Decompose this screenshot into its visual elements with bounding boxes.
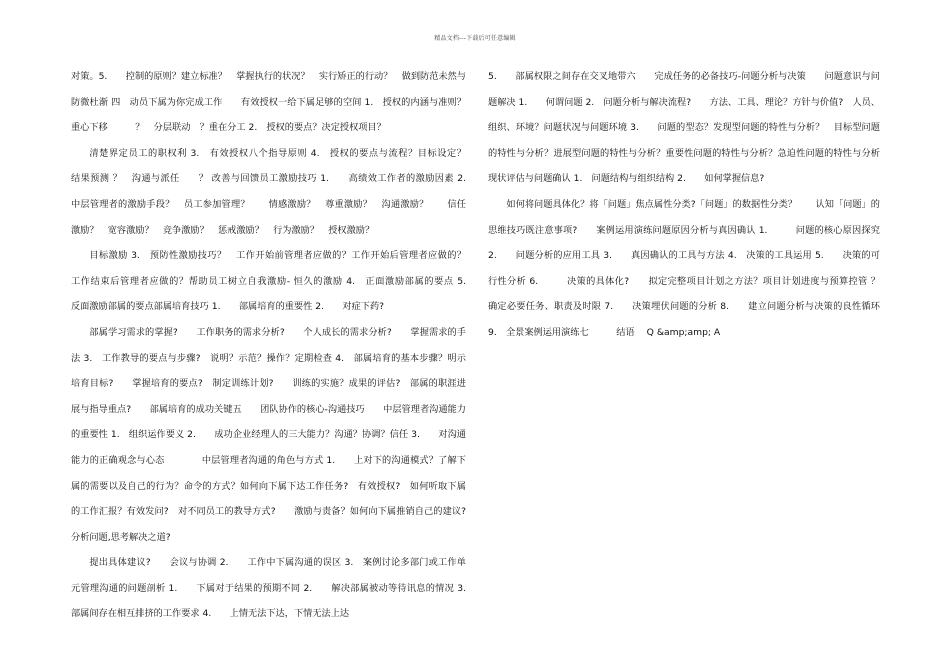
left-paragraph-1: 对策。5. 控制的原则？建立标准？ 掌握执行的状况？ 实行矫正的行动？ 做到防范未然与防微杜渐 四 动员下属为你完成工作 有效授权一给下属足够的空间 1. 授权的内涵与准则？ 重心下移 ？ 分层联动 ？重在分工 2. 授权的要点？决定授权项目？	[71, 71, 476, 134]
right-column	[488, 64, 890, 346]
left-paragraph-2: 清楚界定员工的职权利 3. 有效授权八个指导原则 4. 授权的要点与流程？目标设定？ 结果预测 ？ 沟通与派任 ？ 改善与回馈员工激励技巧 1. 高绩效工作者的激励因素 2. 中层管理者的激励手段？ 员工参加管理？ 情感激励？ 尊重激励？ 沟通激励？ 信任激励？ 宽容激励？ 竞争激励？ 惩戒激励？ 行为激励？ 授权激励？	[71, 147, 485, 236]
right-paragraph-1: 5. 部属权限之间存在交叉地带六 完成任务的必备技巧-问题分析与决策 问题意识与问题解决 1. 何谓问题 2. 问题分析与解决流程? 方法、工具、理论？方针与价值? 人员、组织、环境？问题状况与问题环境 3. 问题的型态？发现型问题的特性与分析？ 目标型问题的特性与分析？进展型问题的特性与分析？重要性问题的特性与分析？急迫性问题的特性与分析现状评估与问题确认 1. 问题结构与组织结构 2. 如何掌握信息?	[488, 71, 880, 185]
right-paragraph-2: 如何将问题具体化？将「问题」焦点属性分类?「问题」的数据性分类？ 认知「问题」的思维技巧既注意事项? 案例运用演练问题原因分析与真因确认 1. 问题的核心原因探究 2. 问题分析的应用工具 3. 真因确认的工具与方法 4. 决策的工具运用 5. 决策的可行性分析 6. 决策的具体化? 拟定完整项目计划之方法？项目计划进度与预算控管 ？ 确定必要任务、职责及时限 7. 决策埋伏问题的分析 8. 建立问题分析与决策的良性循环 9. 全景案例运用演练七 结语 Q &amp;amp; A	[488, 198, 890, 338]
page-header: 精品文档---下载后可任意编辑	[434, 35, 516, 42]
left-paragraph-4: 部属学习需求的掌握? 工作职务的需求分析? 个人成长的需求分析? 掌握需求的手法 3. 工作教导的要点与步骤? 说明？示范？操作？定期检查 4. 部属培育的基本步骤？明示培育目标? 掌握培育的要点? 制定训练计划? 训练的实施？成果的评估? 部属的职涯进展与指导重点? 部属培育的成功关键五 团队协作的核心-沟通技巧 中层管理者沟通能力的重要性 1. 组织运作要义 2. 成功企业经理人的三大能力？沟通？协调？信任 3. 对沟通能力的正确观念与心态 中层管理者沟通的角色与方式 1. 上对下的沟通模式？了解下属的需要以及自己的行为？命令的方式？如何向下属下达工作任务? 有效授权? 如何听取下属的工作汇报？有效发问? 对不同员工的教导方式? 激励与责备？如何向下属推销自己的建议? 分析问题,思考解决之道?	[71, 326, 485, 543]
left-paragraph-5: 提出具体建议? 会议与协调 2. 工作中下属沟通的误区 3. 案例讨论多部门或工作单元管理沟通的问题剖析 1. 下属对于结果的预期不同 2. 解决部属被动等待讯息的情况 3. 部属间存在相互排挤的工作要求 4. 上情无法下达，下情无法上达	[71, 557, 476, 620]
left-paragraph-3: 目标激励 3. 预防性激励技巧？ 工作开始前管理者应做的？工作开始后管理者应做的？ 工作结束后管理者应做的？帮助员工树立自我激励- 恒久的激励 4. 正面激励部属的要点 5. 反面激励部属的要点部属培育技巧 1. 部属培育的重要性 2. 对症下药?	[71, 250, 485, 313]
left-column	[71, 64, 485, 627]
